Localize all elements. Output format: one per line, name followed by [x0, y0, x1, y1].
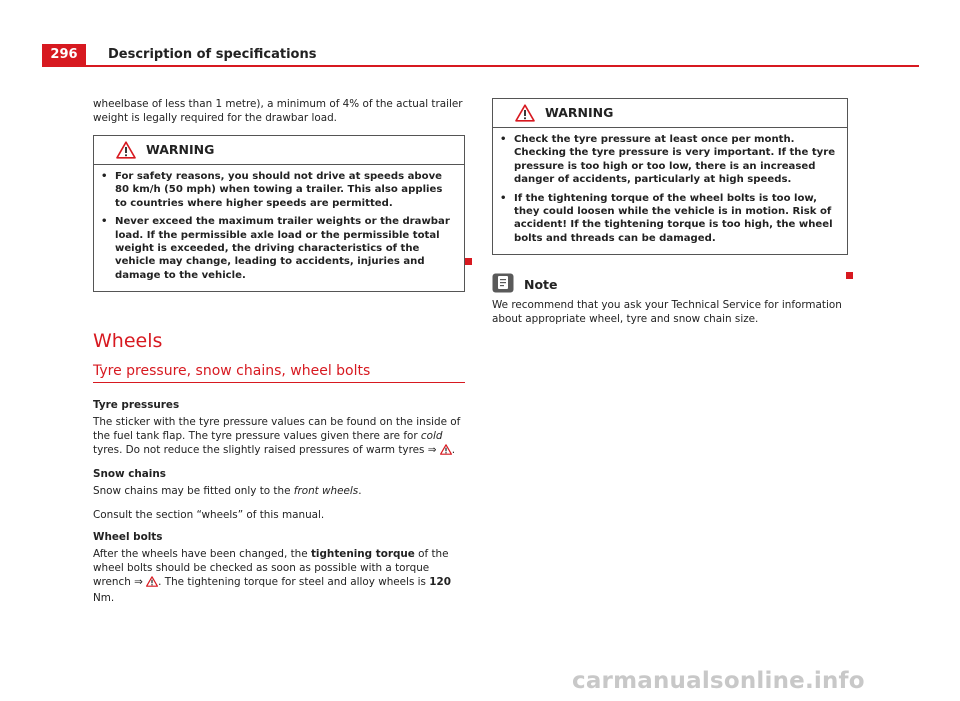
warning-item	[101, 170, 457, 210]
warning-item	[101, 215, 457, 282]
warning-item-text: Never exceed the maximum trailer weights or the drawbar load. If the permissible axle load or the permissible total weight is exceeded, the driving characteristics of the vehicle may change, leading to accidents, injuries and damage to the vehicle.	[115, 216, 450, 281]
tyre-pressures-text: The sticker with the tyre pressure values can be found on the inside of the fuel tank flap. The tyre pressure values given there are for cold tyres. Do not reduce the slightly raised pressures of warm tyres ⇒ .	[93, 415, 465, 459]
warning-body	[493, 128, 847, 254]
warning-item	[500, 192, 840, 246]
end-of-section-square-icon	[465, 258, 472, 265]
page-number: 296	[42, 44, 86, 66]
bullet-icon: •	[500, 192, 507, 204]
wheel-bolts-text: After the wheels have been changed, the tightening torque of the wheel bolts should be checked as soon as possible with a torque wrench ⇒ . The tightening torque for steel and alloy wheels is 120 Nm.	[93, 548, 451, 605]
warning-triangle-icon	[440, 444, 452, 459]
tyre-pressures-heading: Tyre pressures	[93, 399, 180, 412]
section-title: Wheels	[93, 330, 163, 353]
warning-box-right	[492, 98, 848, 255]
bullet-icon: •	[101, 216, 108, 228]
warning-title: WARNING	[146, 142, 215, 157]
right-column	[492, 97, 848, 332]
running-header-title: Description of specifications	[108, 47, 317, 62]
warning-title: WARNING	[545, 105, 614, 120]
intro-paragraph: wheelbase of less than 1 metre), a minimum of 4% of the actual trailer weight is legally required for the drawbar load.	[93, 98, 463, 124]
bullet-icon: •	[500, 134, 507, 145]
wheel-bolts-heading: Wheel bolts	[93, 531, 163, 544]
warning-box-left	[93, 135, 465, 292]
note-header	[492, 273, 848, 296]
end-of-section-square-icon	[846, 272, 853, 279]
watermark-text: carmanualsonline.info	[572, 668, 865, 694]
left-column	[93, 97, 465, 611]
snow-chains-consult: Consult the section “wheels” of this manual.	[93, 509, 325, 522]
warning-header	[493, 99, 847, 128]
bullet-icon: •	[101, 171, 108, 182]
note-title: Note	[524, 276, 558, 292]
note-book-icon	[492, 273, 514, 296]
warning-header	[94, 136, 464, 165]
warning-triangle-icon	[515, 104, 535, 122]
warning-triangle-icon	[146, 576, 158, 591]
subsection-title: Tyre pressure, snow chains, wheel bolts	[93, 364, 465, 383]
warning-item-text: If the tightening torque of the wheel bolts is too low, they could loosen while the vehicle is in motion. Risk of accident! If the tightening torque is too high, the wheel bolts and threads can be damaged.	[514, 192, 833, 244]
warning-item	[500, 133, 840, 187]
note-text: We recommend that you ask your Technical Service for information about appropriate wheel, tyre and snow chain size.	[492, 299, 842, 326]
snow-chains-text: Snow chains may be fitted only to the front wheels.	[93, 485, 362, 498]
warning-item-text: For safety reasons, you should not drive at speeds above 80 km/h (50 mph) when towing a trailer. This also applies to countries where higher speeds are permitted.	[115, 171, 443, 209]
warning-item-text: Check the tyre pressure at least once per month. Checking the tyre pressure is very important. If the tyre pressure is too high or too low, there is an increased danger of accidents, particularly at high speeds.	[514, 134, 836, 186]
warning-triangle-icon	[116, 141, 136, 159]
warning-body	[94, 165, 464, 291]
header-rule	[42, 65, 919, 67]
snow-chains-heading: Snow chains	[93, 468, 166, 481]
